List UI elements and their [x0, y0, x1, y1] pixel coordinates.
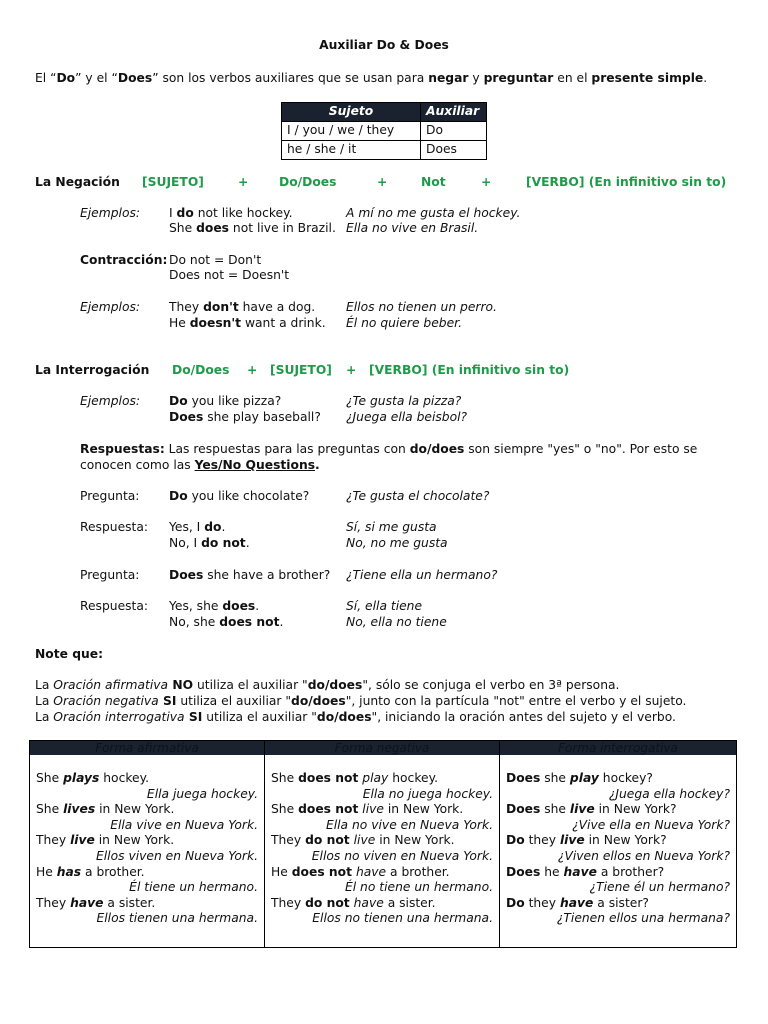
- sentence-text: She: [36, 771, 64, 785]
- sentence-text: a brother.: [81, 864, 145, 879]
- verb-word: have: [355, 864, 387, 879]
- intro-do: Do: [56, 71, 76, 85]
- column-header: Forma negativa: [265, 741, 499, 755]
- answer-translation: No, ella no tiene: [346, 615, 447, 629]
- question-label: Pregunta:: [80, 489, 140, 503]
- table-cell: I / you / we / they: [282, 122, 421, 141]
- verb-word: live: [559, 833, 585, 848]
- question-translation: ¿Te gusta el chocolate?: [346, 489, 490, 503]
- answers-paragraph-line2: [80, 458, 320, 473]
- sentence-text: a brother.: [386, 864, 450, 879]
- translation-row: Ella vive en Nueva York.: [110, 817, 258, 832]
- auxiliary-word: do: [176, 206, 194, 220]
- sentence-text: you like pizza?: [187, 394, 282, 408]
- negation-formula-verb: [VERBO] (En infinitivo sin to): [526, 175, 727, 189]
- auxiliary-word: Does: [169, 410, 204, 424]
- note-text: ", junto con la partícula "not" entre el verbo y el sujeto.: [345, 694, 687, 708]
- sentence-text: He: [271, 864, 292, 879]
- note-text: ", iniciando la oración antes del sujeto y el verbo.: [371, 710, 676, 724]
- column-header: Forma interrogativa: [500, 741, 736, 755]
- sentence-row: [271, 865, 493, 881]
- translation-row: Él no tiene un hermano.: [344, 880, 493, 895]
- sentence-text: hockey.: [99, 771, 150, 785]
- auxiliary-word: Do: [169, 489, 188, 503]
- negative-list: [271, 771, 493, 927]
- negation-formula-not: Not: [421, 175, 446, 189]
- example-translation: Ellos no tienen un perro.: [346, 300, 497, 314]
- intro-text: .: [703, 71, 708, 85]
- intro-preguntar: preguntar: [483, 71, 554, 85]
- sentence-text: hockey.: [388, 771, 438, 785]
- auxiliary-word: does not: [219, 615, 280, 629]
- auxiliary-word: do not: [305, 895, 350, 910]
- sentence-row: [506, 802, 730, 818]
- sentence-text: .: [255, 599, 260, 613]
- auxiliary-word: Does: [506, 771, 541, 785]
- interrogative-column: [500, 741, 736, 947]
- sentence-text: .: [245, 536, 250, 550]
- answers-text: .: [315, 458, 320, 472]
- note-text: La: [35, 694, 54, 708]
- example-translation: ¿Te gusta la pizza?: [346, 394, 462, 408]
- auxiliary-word: don't: [203, 300, 239, 314]
- auxiliary-word: Do: [169, 394, 188, 408]
- sentence-text: not like hockey.: [193, 206, 293, 220]
- sentence-text: .: [221, 520, 226, 534]
- sentence-text: She: [271, 771, 299, 785]
- auxiliary-word: does: [222, 599, 256, 613]
- sentence-row: [506, 833, 730, 849]
- sentence-text: in New York.: [94, 833, 175, 848]
- interrogation-formula-plus: +: [346, 363, 357, 377]
- auxiliary-word: does not: [298, 771, 359, 785]
- translation-row: Ellos tienen una hermana.: [96, 911, 258, 926]
- note-keyword: SI: [158, 694, 177, 708]
- auxiliary-word: do not: [201, 536, 246, 550]
- table-cell: Does: [421, 141, 487, 160]
- verb-word: live: [362, 802, 384, 817]
- translation-row: ¿Tienen ellos una hermana?: [556, 911, 730, 926]
- answer-label: Respuesta:: [80, 599, 149, 613]
- verb-word: live: [569, 802, 595, 817]
- table-row: [282, 141, 487, 160]
- note-text: La: [35, 678, 54, 692]
- question-label: Pregunta:: [80, 568, 140, 582]
- note-sentence-type: Oración interrogativa: [53, 710, 185, 724]
- note-text: utiliza el auxiliar ": [176, 694, 292, 708]
- sentence-text: you like chocolate?: [187, 489, 310, 503]
- question-sentence: [169, 489, 309, 504]
- negative-column: [265, 741, 500, 947]
- example-translation: A mí no me gusta el hockey.: [346, 206, 521, 220]
- example-sentence: [169, 410, 321, 425]
- intro-text: en el: [553, 71, 592, 85]
- negation-heading: La Negación: [35, 175, 120, 189]
- sentence-row: [36, 865, 258, 881]
- table-cell: he / she / it: [282, 141, 421, 160]
- sentence-text: Yes, I: [169, 520, 205, 534]
- verb-word: play: [569, 771, 599, 785]
- table-header: Sujeto: [282, 103, 421, 122]
- auxiliary-word: Does: [169, 568, 204, 582]
- column-header: Forma afirmativa: [30, 741, 264, 755]
- verb-word: have: [559, 895, 594, 910]
- example-sentence: [169, 221, 336, 236]
- sentence-row: [36, 802, 258, 818]
- sentence-text: they: [524, 833, 560, 848]
- example-translation: ¿Juega ella beisbol?: [346, 410, 468, 424]
- examples-label: Ejemplos:: [80, 206, 141, 220]
- note-line: [35, 710, 676, 725]
- sentence-text: He: [36, 864, 57, 879]
- intro-presente-simple: presente simple: [591, 71, 704, 85]
- answer-translation: Sí, si me gusta: [346, 520, 437, 534]
- note-text: La: [35, 710, 54, 724]
- sentence-text: in New York?: [584, 833, 667, 848]
- note-keyword: SI: [184, 710, 203, 724]
- note-dodoes: do/does: [316, 710, 372, 724]
- answers-paragraph: [80, 442, 697, 457]
- intro-text: ” son los verbos auxiliares que se usan para: [152, 71, 429, 85]
- example-sentence: [169, 206, 293, 221]
- auxiliary-word: does not: [291, 864, 353, 879]
- translation-row: Ella no vive en Nueva York.: [325, 817, 493, 832]
- translation-row: Ellos viven en Nueva York.: [96, 848, 258, 863]
- answer-translation: No, no me gusta: [346, 536, 448, 550]
- sentence-text: No, I: [169, 536, 202, 550]
- sentence-text: a sister?: [593, 895, 649, 910]
- sentence-text: in New York.: [375, 833, 455, 848]
- verb-word: live: [70, 833, 95, 848]
- sentence-text: She: [36, 802, 64, 817]
- translation-row: Ella juega hockey.: [146, 786, 258, 801]
- sentence-row: [506, 865, 730, 881]
- sentence-row: [36, 896, 258, 912]
- answer-sentence: [169, 599, 259, 614]
- sentence-row: [36, 771, 258, 787]
- sentence-row: [271, 896, 493, 912]
- translation-row: Ella no juega hockey.: [362, 786, 493, 801]
- sentence-row: [36, 833, 258, 849]
- sentence-text: They: [36, 833, 71, 848]
- table-row: [282, 122, 487, 141]
- interrogation-formula-verb: [VERBO] (En infinitivo sin to): [369, 363, 570, 377]
- note-line: [35, 694, 686, 709]
- sentence-text: a sister.: [103, 895, 156, 910]
- sentence-text: I: [169, 206, 177, 220]
- contraction-line: Does not = Doesn't: [169, 268, 290, 282]
- answer-sentence: [169, 520, 225, 535]
- translation-row: Él tiene un hermano.: [129, 880, 258, 895]
- answers-text: son siempre "yes" o "no". Por esto se: [464, 442, 698, 456]
- table-header-row: [282, 103, 487, 122]
- translation-row: ¿Juega ella hockey?: [608, 786, 730, 801]
- table-header: Auxiliar: [421, 103, 487, 122]
- sentence-text: Yes, she: [169, 599, 223, 613]
- sentence-text: a brother?: [596, 864, 665, 879]
- answers-dodoes: do/does: [409, 442, 465, 456]
- verb-word: have: [353, 895, 384, 910]
- sentence-text: not live in Brazil.: [229, 221, 336, 235]
- note-text: ", sólo se conjuga el verbo en 3ª persona.: [362, 678, 620, 692]
- auxiliary-word: do not: [305, 833, 350, 848]
- interrogation-formula-plus: +: [247, 363, 258, 377]
- note-sentence-type: Oración afirmativa: [53, 678, 169, 692]
- translation-row: Ellos no tienen una hermana.: [312, 911, 493, 926]
- forms-table: [29, 740, 737, 948]
- sentence-text: in New York?: [594, 802, 677, 817]
- subject-auxiliary-table: [281, 102, 487, 160]
- interrogative-list: [506, 771, 730, 927]
- intro-text: ” y el “: [75, 71, 118, 85]
- page-title: Auxiliar Do & Does: [319, 38, 449, 52]
- note-text: utiliza el auxiliar ": [193, 678, 308, 692]
- interrogation-formula-subject: [SUJETO]: [270, 363, 332, 377]
- sentence-text: They: [271, 833, 306, 848]
- sentence-row: [506, 896, 730, 912]
- sentence-text: They: [36, 895, 71, 910]
- sentence-text: They: [169, 300, 204, 314]
- note-keyword: NO: [168, 678, 194, 692]
- auxiliary-word: do: [204, 520, 222, 534]
- intro-text: y: [468, 71, 484, 85]
- auxiliary-word: Do: [506, 833, 525, 848]
- example-sentence: [169, 300, 315, 315]
- note-dodoes: do/does: [307, 678, 363, 692]
- verb-word: live: [353, 833, 376, 848]
- negation-formula-dodoes: Do/Does: [279, 175, 337, 189]
- auxiliary-word: does not: [298, 802, 359, 817]
- sentence-text: a sister.: [383, 895, 436, 910]
- translation-row: ¿Tiene él un hermano?: [589, 880, 730, 895]
- example-translation: Él no quiere beber.: [346, 316, 463, 330]
- sentence-text: she play baseball?: [203, 410, 321, 424]
- affirmative-column: [30, 741, 265, 947]
- note-dodoes: do/does: [291, 694, 346, 708]
- auxiliary-word: Do: [506, 895, 525, 910]
- contraction-label: Contracción:: [80, 253, 168, 267]
- contraction-line: Do not = Don't: [169, 253, 262, 267]
- negation-formula-plus: +: [238, 175, 249, 189]
- intro-paragraph: [35, 71, 707, 86]
- examples-label: Ejemplos:: [80, 394, 141, 408]
- negation-formula-plus: +: [481, 175, 492, 189]
- sentence-row: [271, 833, 493, 849]
- auxiliary-word: Does: [506, 864, 541, 879]
- question-translation: ¿Tiene ella un hermano?: [346, 568, 498, 582]
- sentence-text: in New York.: [95, 802, 175, 817]
- translation-row: ¿Vive ella en Nueva York?: [572, 817, 730, 832]
- sentence-text: They: [271, 895, 306, 910]
- note-text: utiliza el auxiliar ": [202, 710, 317, 724]
- sentence-text: She: [271, 802, 299, 817]
- answers-text: Las respuestas para las preguntas con: [164, 442, 410, 456]
- verb-word: play: [362, 771, 389, 785]
- sentence-text: in New York.: [383, 802, 464, 817]
- answer-label: Respuesta:: [80, 520, 149, 534]
- sentence-text: have a dog.: [238, 300, 316, 314]
- sentence-row: [271, 771, 493, 787]
- verb-word: lives: [63, 802, 96, 817]
- answer-sentence: [169, 536, 250, 551]
- sentence-text: want a drink.: [241, 316, 326, 330]
- auxiliary-word: doesn't: [189, 316, 242, 330]
- table-cell: Do: [421, 122, 487, 141]
- answer-sentence: [169, 615, 283, 630]
- sentence-row: [271, 802, 493, 818]
- sentence-text: hockey?: [598, 771, 653, 785]
- question-sentence: [169, 568, 330, 583]
- sentence-text: He: [169, 316, 190, 330]
- sentence-text: she have a brother?: [203, 568, 331, 582]
- interrogation-heading: La Interrogación: [35, 363, 150, 377]
- sentence-text: .: [279, 615, 284, 629]
- note-line: [35, 678, 619, 693]
- sentence-text: she: [540, 802, 570, 817]
- intro-negar: negar: [428, 71, 469, 85]
- verb-word: plays: [63, 771, 100, 785]
- sentence-text: he: [540, 864, 564, 879]
- answers-text: conocen como las: [80, 458, 195, 472]
- example-sentence: [169, 394, 281, 409]
- yes-no-questions-term: Yes/No Questions: [194, 458, 316, 472]
- verb-word: have: [563, 864, 597, 879]
- negation-formula-subject: [SUJETO]: [142, 175, 204, 189]
- intro-text: El “: [35, 71, 57, 85]
- answer-translation: Sí, ella tiene: [346, 599, 423, 613]
- sentence-text: she: [540, 771, 570, 785]
- negation-formula-plus: +: [377, 175, 388, 189]
- sentence-text: She: [169, 221, 197, 235]
- answers-label: Respuestas:: [80, 442, 165, 456]
- translation-row: ¿Viven ellos en Nueva York?: [557, 848, 730, 863]
- example-sentence: [169, 316, 326, 331]
- example-translation: Ella no vive en Brasil.: [346, 221, 479, 235]
- auxiliary-word: does: [196, 221, 229, 235]
- sentence-text: No, she: [169, 615, 220, 629]
- note-heading: Note que:: [35, 647, 104, 661]
- interrogation-formula-dodoes: Do/Does: [172, 363, 230, 377]
- auxiliary-word: Does: [506, 802, 541, 817]
- affirmative-list: [36, 771, 258, 927]
- intro-does: Does: [117, 71, 153, 85]
- note-sentence-type: Oración negativa: [53, 694, 159, 708]
- verb-word: have: [70, 895, 104, 910]
- examples-label: Ejemplos:: [80, 300, 141, 314]
- sentence-text: they: [524, 895, 560, 910]
- translation-row: Ellos no viven en Nueva York.: [311, 848, 493, 863]
- verb-word: has: [56, 864, 82, 879]
- sentence-row: [506, 771, 730, 787]
